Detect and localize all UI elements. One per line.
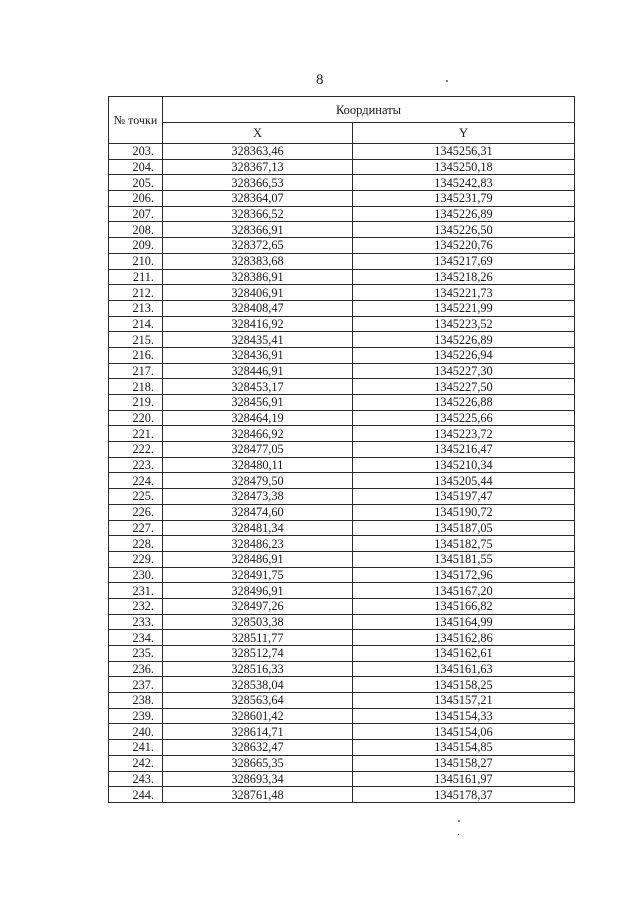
x-coordinate-cell: 328479,50 — [163, 473, 353, 489]
y-coordinate-cell: 1345218,26 — [353, 269, 575, 285]
point-number-cell: 206. — [109, 191, 163, 207]
x-coordinate-cell: 328491,75 — [163, 567, 353, 583]
table-row — [109, 144, 575, 160]
x-coordinate-cell: 328632,47 — [163, 740, 353, 756]
x-coordinate-cell: 328511,77 — [163, 630, 353, 646]
y-coordinate-cell: 1345216,47 — [353, 442, 575, 458]
table-row — [109, 708, 575, 724]
x-coordinate-cell: 328366,91 — [163, 222, 353, 238]
point-number-cell: 211. — [109, 269, 163, 285]
y-coordinate-cell: 1345210,34 — [353, 457, 575, 473]
page-number: 8 — [316, 72, 324, 88]
scan-speck — [458, 820, 460, 822]
table-row — [109, 787, 575, 803]
y-coordinate-cell: 1345166,82 — [353, 598, 575, 614]
x-coordinate-cell: 328386,91 — [163, 269, 353, 285]
point-number-cell: 205. — [109, 175, 163, 191]
table-row — [109, 551, 575, 567]
table-row — [109, 442, 575, 458]
point-number-header: № точки — [109, 97, 163, 144]
point-number-cell: 235. — [109, 646, 163, 662]
y-coordinate-cell: 1345223,72 — [353, 426, 575, 442]
x-coordinate-cell: 328486,91 — [163, 551, 353, 567]
table-subheader-row — [109, 123, 575, 144]
table-row — [109, 724, 575, 740]
y-coordinate-cell: 1345162,61 — [353, 646, 575, 662]
point-number-cell: 203. — [109, 144, 163, 160]
point-number-cell: 209. — [109, 238, 163, 254]
y-coordinate-cell: 1345226,50 — [353, 222, 575, 238]
y-coordinate-cell: 1345182,75 — [353, 536, 575, 552]
point-number-cell: 215. — [109, 332, 163, 348]
y-coordinate-cell: 1345256,31 — [353, 144, 575, 160]
table-row — [109, 567, 575, 583]
table-row — [109, 771, 575, 787]
x-coordinate-cell: 328364,07 — [163, 191, 353, 207]
y-coordinate-cell: 1345242,83 — [353, 175, 575, 191]
x-coordinate-cell: 328456,91 — [163, 395, 353, 411]
y-coordinate-cell: 1345172,96 — [353, 567, 575, 583]
table-row — [109, 677, 575, 693]
point-number-cell: 212. — [109, 285, 163, 301]
x-coordinate-cell: 328446,91 — [163, 363, 353, 379]
y-coordinate-cell: 1345197,47 — [353, 489, 575, 505]
point-number-cell: 230. — [109, 567, 163, 583]
table-row — [109, 238, 575, 254]
point-number-cell: 242. — [109, 755, 163, 771]
y-coordinate-cell: 1345221,99 — [353, 300, 575, 316]
point-number-cell: 228. — [109, 536, 163, 552]
y-coordinate-cell: 1345223,52 — [353, 316, 575, 332]
y-coordinate-cell: 1345225,66 — [353, 410, 575, 426]
table-row — [109, 191, 575, 207]
table-row — [109, 159, 575, 175]
point-number-cell: 213. — [109, 300, 163, 316]
point-number-cell: 214. — [109, 316, 163, 332]
y-coordinate-cell: 1345226,89 — [353, 206, 575, 222]
x-coordinate-cell: 328466,92 — [163, 426, 353, 442]
x-coordinate-cell: 328496,91 — [163, 583, 353, 599]
x-coordinate-cell: 328477,05 — [163, 442, 353, 458]
table-row — [109, 740, 575, 756]
x-coordinate-cell: 328473,38 — [163, 489, 353, 505]
point-number-cell: 243. — [109, 771, 163, 787]
y-coordinate-cell: 1345158,25 — [353, 677, 575, 693]
scan-speck — [458, 834, 459, 835]
point-number-cell: 238. — [109, 693, 163, 709]
table-row — [109, 473, 575, 489]
point-number-cell: 204. — [109, 159, 163, 175]
x-coordinate-cell: 328436,91 — [163, 347, 353, 363]
y-coordinate-cell: 1345190,72 — [353, 504, 575, 520]
y-column-header: Y — [353, 123, 575, 144]
table-row — [109, 395, 575, 411]
x-coordinate-cell: 328367,13 — [163, 159, 353, 175]
point-number-cell: 208. — [109, 222, 163, 238]
point-number-cell: 222. — [109, 442, 163, 458]
x-coordinate-cell: 328486,23 — [163, 536, 353, 552]
point-number-cell: 216. — [109, 347, 163, 363]
point-number-cell: 231. — [109, 583, 163, 599]
point-number-cell: 240. — [109, 724, 163, 740]
x-coordinate-cell: 328372,65 — [163, 238, 353, 254]
x-coordinate-cell: 328480,11 — [163, 457, 353, 473]
table-row — [109, 614, 575, 630]
x-coordinate-cell: 328601,42 — [163, 708, 353, 724]
point-number-cell: 234. — [109, 630, 163, 646]
table-row — [109, 598, 575, 614]
table-row — [109, 583, 575, 599]
x-coordinate-cell: 328406,91 — [163, 285, 353, 301]
table-row — [109, 269, 575, 285]
table-row — [109, 489, 575, 505]
coordinates-table — [108, 96, 575, 803]
x-coordinate-cell: 328497,26 — [163, 598, 353, 614]
y-coordinate-cell: 1345226,88 — [353, 395, 575, 411]
y-coordinate-cell: 1345181,55 — [353, 551, 575, 567]
y-coordinate-cell: 1345161,97 — [353, 771, 575, 787]
scan-speck — [446, 80, 448, 82]
point-number-cell: 239. — [109, 708, 163, 724]
table-row — [109, 457, 575, 473]
table-row — [109, 661, 575, 677]
point-number-cell: 210. — [109, 253, 163, 269]
table-row — [109, 379, 575, 395]
table-row — [109, 206, 575, 222]
table-header-row — [109, 97, 575, 123]
x-coordinate-cell: 328408,47 — [163, 300, 353, 316]
point-number-cell: 226. — [109, 504, 163, 520]
point-number-cell: 241. — [109, 740, 163, 756]
point-number-cell: 233. — [109, 614, 163, 630]
point-number-cell: 223. — [109, 457, 163, 473]
table-row — [109, 222, 575, 238]
x-coordinate-cell: 328366,53 — [163, 175, 353, 191]
table-row — [109, 410, 575, 426]
table-row — [109, 630, 575, 646]
x-coordinate-cell: 328474,60 — [163, 504, 353, 520]
y-coordinate-cell: 1345227,50 — [353, 379, 575, 395]
y-coordinate-cell: 1345167,20 — [353, 583, 575, 599]
table-row — [109, 285, 575, 301]
x-coordinate-cell: 328453,17 — [163, 379, 353, 395]
table-row — [109, 363, 575, 379]
point-number-cell: 219. — [109, 395, 163, 411]
x-coordinate-cell: 328693,34 — [163, 771, 353, 787]
y-coordinate-cell: 1345158,27 — [353, 755, 575, 771]
x-coordinate-cell: 328761,48 — [163, 787, 353, 803]
y-coordinate-cell: 1345164,99 — [353, 614, 575, 630]
coordinates-header: Координаты — [163, 97, 575, 123]
point-number-cell: 218. — [109, 379, 163, 395]
table-row — [109, 504, 575, 520]
table-row — [109, 536, 575, 552]
y-coordinate-cell: 1345231,79 — [353, 191, 575, 207]
y-coordinate-cell: 1345227,30 — [353, 363, 575, 379]
y-coordinate-cell: 1345154,33 — [353, 708, 575, 724]
table-row — [109, 347, 575, 363]
x-coordinate-cell: 328383,68 — [163, 253, 353, 269]
y-coordinate-cell: 1345154,06 — [353, 724, 575, 740]
y-coordinate-cell: 1345217,69 — [353, 253, 575, 269]
point-number-cell: 220. — [109, 410, 163, 426]
table-row — [109, 175, 575, 191]
point-number-cell: 232. — [109, 598, 163, 614]
table-row — [109, 316, 575, 332]
point-number-cell: 217. — [109, 363, 163, 379]
point-number-cell: 227. — [109, 520, 163, 536]
x-coordinate-cell: 328416,92 — [163, 316, 353, 332]
x-column-header: X — [163, 123, 353, 144]
point-number-cell: 236. — [109, 661, 163, 677]
table-row — [109, 646, 575, 662]
x-coordinate-cell: 328665,35 — [163, 755, 353, 771]
x-coordinate-cell: 328363,46 — [163, 144, 353, 160]
y-coordinate-cell: 1345226,89 — [353, 332, 575, 348]
point-number-cell: 221. — [109, 426, 163, 442]
table-row — [109, 300, 575, 316]
point-number-cell: 244. — [109, 787, 163, 803]
table-row — [109, 253, 575, 269]
x-coordinate-cell: 328435,41 — [163, 332, 353, 348]
point-number-cell: 225. — [109, 489, 163, 505]
y-coordinate-cell: 1345157,21 — [353, 693, 575, 709]
table-body — [109, 144, 575, 803]
y-coordinate-cell: 1345178,37 — [353, 787, 575, 803]
x-coordinate-cell: 328614,71 — [163, 724, 353, 740]
table-row — [109, 755, 575, 771]
y-coordinate-cell: 1345187,05 — [353, 520, 575, 536]
table-row — [109, 693, 575, 709]
x-coordinate-cell: 328481,34 — [163, 520, 353, 536]
x-coordinate-cell: 328512,74 — [163, 646, 353, 662]
y-coordinate-cell: 1345226,94 — [353, 347, 575, 363]
x-coordinate-cell: 328366,52 — [163, 206, 353, 222]
x-coordinate-cell: 328516,33 — [163, 661, 353, 677]
y-coordinate-cell: 1345161,63 — [353, 661, 575, 677]
y-coordinate-cell: 1345205,44 — [353, 473, 575, 489]
x-coordinate-cell: 328503,38 — [163, 614, 353, 630]
x-coordinate-cell: 328464,19 — [163, 410, 353, 426]
table-row — [109, 426, 575, 442]
point-number-cell: 237. — [109, 677, 163, 693]
x-coordinate-cell: 328563,64 — [163, 693, 353, 709]
x-coordinate-cell: 328538,04 — [163, 677, 353, 693]
y-coordinate-cell: 1345154,85 — [353, 740, 575, 756]
point-number-cell: 229. — [109, 551, 163, 567]
point-number-cell: 207. — [109, 206, 163, 222]
table-row — [109, 520, 575, 536]
table-row — [109, 332, 575, 348]
y-coordinate-cell: 1345162,86 — [353, 630, 575, 646]
y-coordinate-cell: 1345250,18 — [353, 159, 575, 175]
y-coordinate-cell: 1345220,76 — [353, 238, 575, 254]
y-coordinate-cell: 1345221,73 — [353, 285, 575, 301]
point-number-cell: 224. — [109, 473, 163, 489]
